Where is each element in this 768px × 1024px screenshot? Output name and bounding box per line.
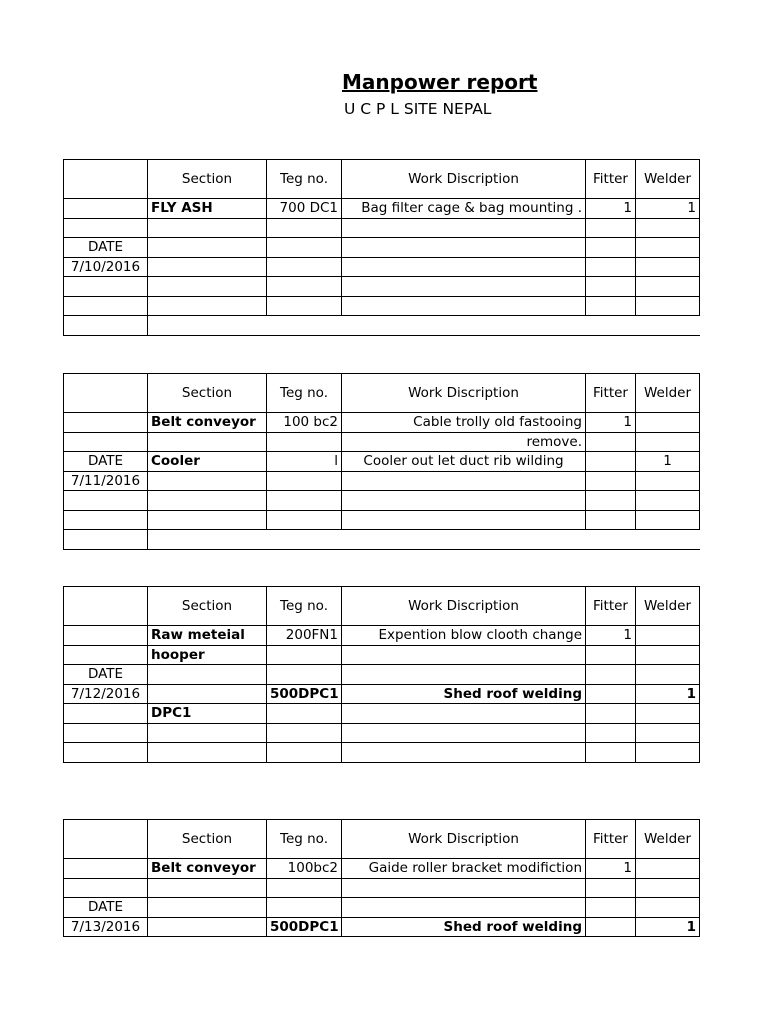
cell-fitter: 1 [586,859,636,879]
table-row [64,238,700,258]
cell-teg: 200FN1 [267,626,342,646]
header-blank [64,820,148,859]
cell-teg: 700 DC1 [267,199,342,219]
table-row [64,665,700,685]
cell-section: Cooler [148,452,267,472]
cell-teg [267,645,342,665]
cell-section: Belt conveyor [148,859,267,879]
cell-section: FLY ASH [148,199,267,219]
header-fitter: Fitter [586,160,636,199]
header-teg: Teg no. [267,820,342,859]
cell-section: DPC1 [148,704,267,724]
table-row [64,257,700,277]
table-row [64,218,700,238]
header-welder: Welder [636,820,700,859]
header-work: Work Discription [342,587,586,626]
header-teg: Teg no. [267,587,342,626]
header-teg: Teg no. [267,160,342,199]
cell-teg: 500DPC1 [267,684,342,704]
table-row [64,452,700,472]
cell-work: Cooler out let duct rib wilding [342,452,586,472]
cell-fitter [586,704,636,724]
cell-work: remove. [342,432,586,452]
cell-welder [636,704,700,724]
table-row [64,471,700,491]
cell-welder: 1 [636,917,700,937]
table-header-row [64,587,700,626]
report-table-2 [63,373,700,550]
cell-fitter [586,452,636,472]
table-header-row [64,820,700,859]
header-section: Section [148,160,267,199]
cell-work: Shed roof welding [342,684,586,704]
report-table-1 [63,159,700,336]
date-value: 7/12/2016 [64,684,148,704]
cell-section: hooper [148,645,267,665]
cell-section [148,684,267,704]
table-row [64,316,700,336]
table-row [64,704,700,724]
table-row [64,743,700,763]
table-row [64,684,700,704]
header-fitter: Fitter [586,820,636,859]
table-row [64,510,700,530]
cell-work: Cable trolly old fastooing [342,413,586,433]
header-blank [64,587,148,626]
date-value: 7/13/2016 [64,917,148,937]
date-label: DATE [64,452,148,472]
cell-section [148,917,267,937]
table-row [64,432,700,452]
table-row [64,917,700,937]
cell-fitter: 1 [586,413,636,433]
cell-work: Bag filter cage & bag mounting . [342,199,586,219]
date-value: 7/11/2016 [64,471,148,491]
table-header-row [64,374,700,413]
header-work: Work Discription [342,160,586,199]
cell-fitter [586,432,636,452]
cell-teg [267,704,342,724]
cell-section: Raw meteial [148,626,267,646]
cell-welder [636,645,700,665]
table-row [64,491,700,511]
cell-teg: 500DPC1 [267,917,342,937]
table-row [64,277,700,297]
table-row [64,296,700,316]
table-row [64,626,700,646]
header-welder: Welder [636,160,700,199]
header-work: Work Discription [342,820,586,859]
header-blank [64,374,148,413]
cell-teg [267,432,342,452]
header-section: Section [148,587,267,626]
date-label: DATE [64,238,148,258]
cell-teg: 100bc2 [267,859,342,879]
table-row [64,859,700,879]
cell-welder [636,859,700,879]
cell-work: Gaide roller bracket modifiction [342,859,586,879]
header-welder: Welder [636,374,700,413]
report-table-3 [63,586,700,763]
date-value: 7/10/2016 [64,257,148,277]
report-table-4 [63,819,700,937]
table-row [64,723,700,743]
cell-fitter: 1 [586,199,636,219]
header-section: Section [148,374,267,413]
cell-welder [636,432,700,452]
cell-welder [636,626,700,646]
cell-work: Shed roof welding [342,917,586,937]
date-label: DATE [64,665,148,685]
cell-welder: 1 [636,199,700,219]
header-blank [64,160,148,199]
table-row [64,878,700,898]
table-row [64,645,700,665]
cell-teg: 100 bc2 [267,413,342,433]
cell-fitter [586,684,636,704]
header-welder: Welder [636,587,700,626]
cell-fitter: 1 [586,626,636,646]
cell-work: Expention blow clooth change [342,626,586,646]
cell-fitter [586,917,636,937]
table-row [64,530,700,550]
cell-welder [636,413,700,433]
report-subtitle: U C P L SITE NEPAL [344,100,492,118]
cell-fitter [586,645,636,665]
header-work: Work Discription [342,374,586,413]
cell-welder: 1 [636,452,700,472]
cell-section: Belt conveyor [148,413,267,433]
header-fitter: Fitter [586,587,636,626]
cell-work [342,645,586,665]
table-header-row [64,160,700,199]
cell-work [342,704,586,724]
table-row [64,413,700,433]
table-row [64,898,700,918]
cell-section [148,432,267,452]
cell-teg: l [267,452,342,472]
header-section: Section [148,820,267,859]
report-title: Manpower report [342,70,538,94]
cell-welder: 1 [636,684,700,704]
header-fitter: Fitter [586,374,636,413]
date-label: DATE [64,898,148,918]
table-row [64,199,700,219]
header-teg: Teg no. [267,374,342,413]
